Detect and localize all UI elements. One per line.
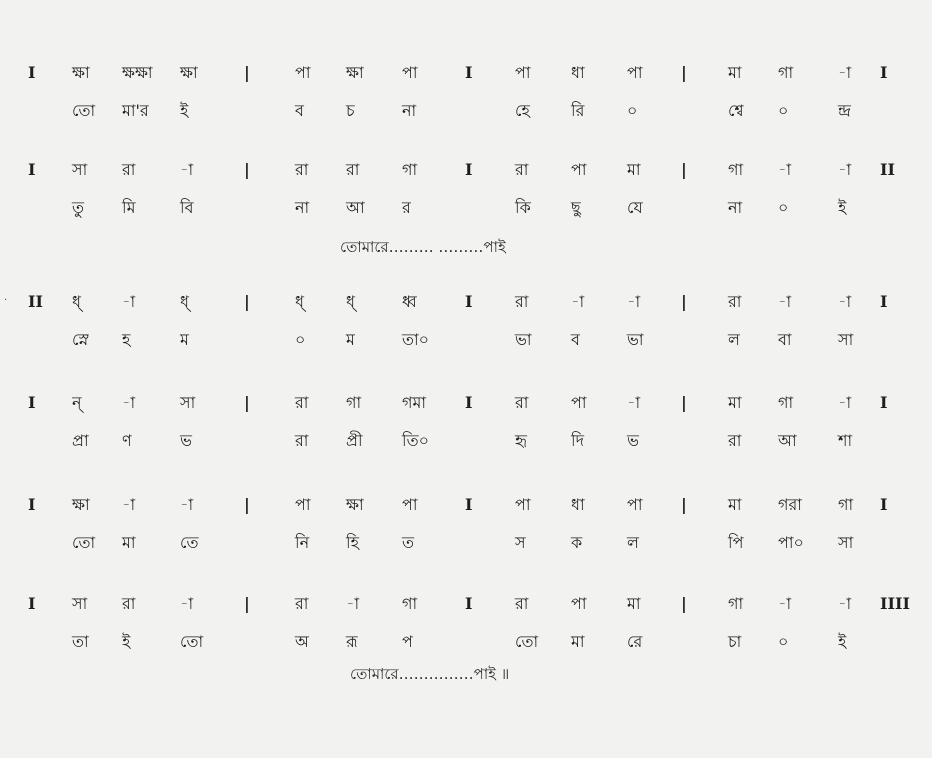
bar-line: | [244,63,250,82]
lyric-syllable: কি [515,198,531,217]
lyric-syllable: মি [122,198,136,217]
lyric-syllable: ০ [778,101,789,120]
note: গমা [402,393,427,412]
lyric-syllable: প [402,632,413,651]
lyric-line [0,528,932,558]
stray-mark: · [4,295,8,306]
note: -া [627,292,641,311]
note: -া [180,594,194,613]
bar-line: II [28,292,43,311]
bar-line: I [28,393,36,412]
bar-line: I [465,594,473,613]
lyric-syllable: ল [627,533,639,552]
bar-line: I [465,292,473,311]
lyric-line [0,96,932,126]
lyric-syllable: শা [838,431,853,450]
lyric-syllable: স্নে [72,330,89,349]
notation-line [0,155,932,185]
bar-line: | [244,160,250,179]
note: -া [778,292,792,311]
lyric-syllable: তো [515,632,539,651]
note: রা [122,160,136,179]
lyric-syllable: মা'র [122,101,149,120]
note: রা [515,594,529,613]
note: -া [571,292,585,311]
lyric-syllable: রা [295,431,309,450]
lyric-syllable: ভা [515,330,532,349]
lyric-syllable: শ্বে [728,101,744,120]
bar-line: I [465,63,473,82]
bar-line: I [880,393,888,412]
note: রা [515,160,529,179]
note: -া [838,594,852,613]
bar-line: | [681,495,687,514]
lyric-syllable: হি [346,533,359,552]
lyric-syllable: ০ [778,632,789,651]
lyric-line [0,193,932,223]
lyric-syllable: ন্দ্র [838,101,851,120]
note: -া [122,292,136,311]
lyric-syllable: তা০ [402,330,430,349]
note: মা [728,495,742,514]
note: সা [180,393,196,412]
notation-line [0,589,932,619]
note: গা [346,393,362,412]
note: -া [180,160,194,179]
lyric-syllable: ব [295,101,304,120]
note: রা [515,292,529,311]
note: গা [402,594,418,613]
notation-line [0,388,932,418]
note: মা [728,63,742,82]
lyric-syllable: ই [122,632,131,651]
note: ক্ষা [180,63,198,82]
note: গা [778,63,794,82]
note: ক্ষা [72,495,90,514]
lyric-syllable: দি [571,431,584,450]
lyric-syllable: পা০ [778,533,804,552]
lyric-syllable: নি [295,533,310,552]
bar-line: I [880,292,888,311]
lyric-syllable: রূ [346,632,358,651]
note: পা [571,594,587,613]
lyric-syllable: আ [778,431,797,450]
bar-line: | [681,393,687,412]
bar-line: I [880,63,888,82]
bar-line: I [28,160,36,179]
refrain-phrase: তোমারে……… ………পাই [340,238,506,256]
bar-line: I [465,160,473,179]
note: ধ্ [72,292,81,311]
note: পা [402,495,418,514]
lyric-line [0,627,932,657]
lyric-syllable: মা [122,533,136,552]
note: রা [122,594,136,613]
note: পা [515,495,531,514]
notation-line [0,287,932,317]
bar-line: IIII [880,594,910,613]
lyric-syllable: যে [627,198,643,217]
bar-line: | [244,292,250,311]
note: গা [402,160,418,179]
bar-line: I [465,393,473,412]
lyric-syllable: রে [627,632,643,651]
note: -া [838,393,852,412]
lyric-syllable: তো [72,101,96,120]
lyric-line [0,325,932,355]
note: রা [295,594,309,613]
note: রা [346,160,360,179]
note: -া [180,495,194,514]
lyric-syllable: ম [346,330,355,349]
note: পা [627,63,643,82]
lyric-syllable: বি [180,198,194,217]
note: সা [72,594,88,613]
lyric-syllable: তো [72,533,96,552]
bar-line: | [681,292,687,311]
lyric-syllable: পি [728,533,744,552]
lyric-syllable: ল [728,330,740,349]
note: -া [627,393,641,412]
lyric-syllable: হে [515,101,530,120]
bar-line: II [880,160,895,179]
lyric-syllable: হৃ [515,431,527,450]
note: পা [295,495,311,514]
lyric-syllable: তি০ [402,431,429,450]
lyric-syllable: তো [180,632,204,651]
notation-line [0,58,932,88]
note: ধ্ [346,292,355,311]
note: ক্ষা [346,495,364,514]
lyric-syllable: ০ [295,330,306,349]
note: ধ্ব [402,292,417,311]
lyric-syllable: অ [295,632,309,651]
note: ক্ষা [346,63,364,82]
lyric-syllable: না [295,198,310,217]
lyric-syllable: ভা [627,330,644,349]
lyric-syllable: রি [571,101,585,120]
note: পা [627,495,643,514]
note: গা [728,160,744,179]
note: মা [627,594,641,613]
lyric-syllable: না [402,101,417,120]
note: রা [515,393,529,412]
bar-line: I [28,594,36,613]
lyric-syllable: ণ [122,431,132,450]
lyric-syllable: ব [571,330,580,349]
note: -া [778,160,792,179]
lyric-syllable: ভ [627,431,639,450]
note: ন্ [72,393,82,412]
note: পা [571,160,587,179]
note: ধ্ [180,292,189,311]
lyric-syllable: ০ [778,198,789,217]
lyric-syllable: ছু [571,198,581,217]
lyric-syllable: তু [72,198,85,217]
lyric-syllable: ম [180,330,189,349]
lyric-syllable: হ [122,330,131,349]
lyric-syllable: সা [838,330,854,349]
note: -া [122,495,136,514]
notation-line [0,490,932,520]
note: পা [402,63,418,82]
note: রা [295,160,309,179]
note: রা [295,393,309,412]
note: রা [728,292,742,311]
note: ক্ষক্ষা [122,63,153,82]
lyric-syllable: রা [728,431,742,450]
lyric-syllable: প্রা [72,431,89,450]
lyric-syllable: ভ [180,431,192,450]
bar-line: | [681,160,687,179]
note: ক্ষা [72,63,90,82]
lyric-line [0,426,932,456]
lyric-syllable: তা [72,632,89,651]
lyric-syllable: আ [346,198,365,217]
note: পা [515,63,531,82]
lyric-syllable: চ [346,101,355,120]
lyric-syllable: মা [571,632,585,651]
bar-line: I [28,63,36,82]
bar-line: I [880,495,888,514]
note: গরা [778,495,802,514]
note: -া [838,160,852,179]
note: ধ্ [295,292,304,311]
lyric-syllable: চা [728,632,742,651]
note: সা [72,160,88,179]
lyric-syllable: প্রী [346,431,363,450]
note: -া [122,393,136,412]
note: ধা [571,63,585,82]
bar-line: | [681,63,687,82]
refrain-phrase: তোমারে……………পাই ॥ [350,665,510,683]
lyric-syllable: তে [180,533,199,552]
lyric-syllable: স [515,533,526,552]
bar-line: | [244,495,250,514]
note: মা [728,393,742,412]
lyric-syllable: ০ [627,101,638,120]
note: ধা [571,495,585,514]
note: গা [838,495,854,514]
note: গা [728,594,744,613]
bar-line: | [244,393,250,412]
lyric-syllable: ই [838,198,847,217]
lyric-syllable: ক [571,533,583,552]
note: -া [838,63,852,82]
lyric-syllable: ই [180,101,189,120]
lyric-syllable: ত [402,533,415,552]
lyric-syllable: বা [778,330,792,349]
bar-line: I [465,495,473,514]
note: গা [778,393,794,412]
note: পা [295,63,311,82]
bar-line: | [244,594,250,613]
lyric-syllable: ই [838,632,847,651]
note: মা [627,160,641,179]
note: -া [838,292,852,311]
bar-line: I [28,495,36,514]
lyric-syllable: না [728,198,743,217]
lyric-syllable: সা [838,533,854,552]
lyric-syllable: র [402,198,411,217]
note: -া [346,594,360,613]
note: -া [778,594,792,613]
bar-line: | [681,594,687,613]
note: পা [571,393,587,412]
